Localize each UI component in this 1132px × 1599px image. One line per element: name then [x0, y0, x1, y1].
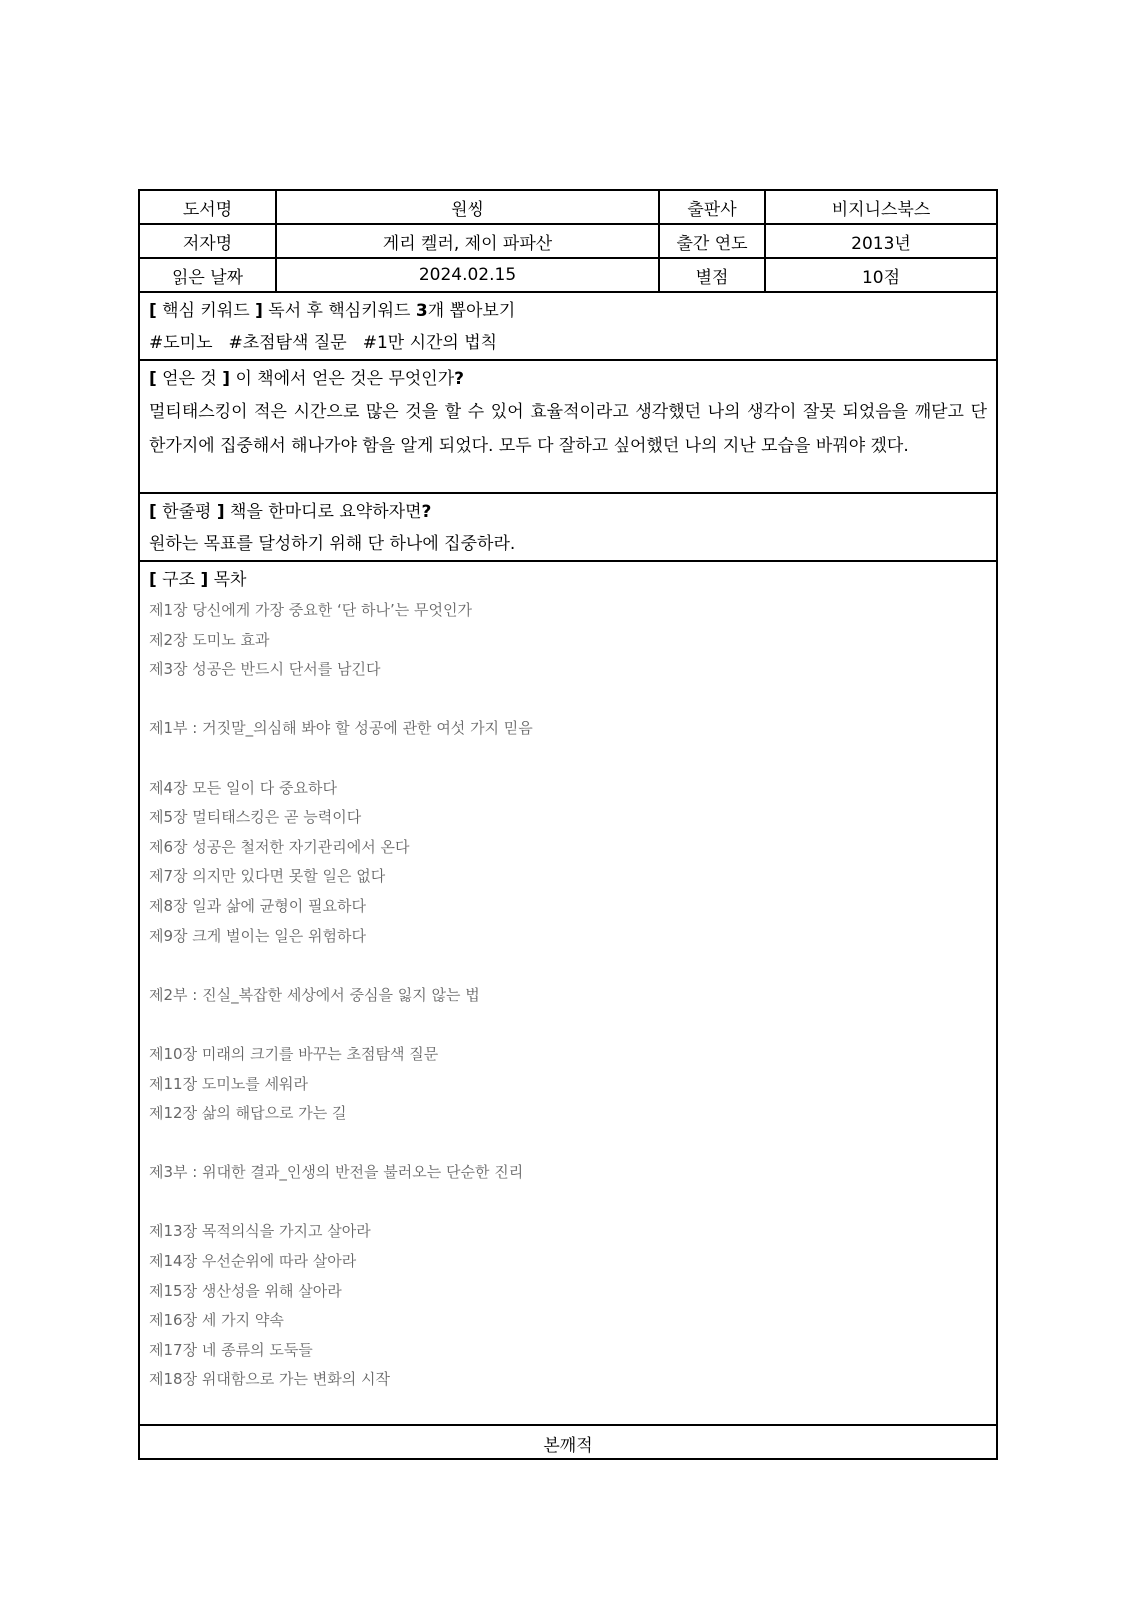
- toc-item: 제2부 : 진실_복잡한 세상에서 중심을 잃지 않는 법: [149, 985, 480, 1004]
- toc-item: 제1장 당신에게 가장 중요한 ‘단 하나’는 무엇인가: [149, 601, 472, 619]
- keywords-bracket-close: ]: [255, 301, 263, 321]
- publisher-label: 출판사: [660, 191, 766, 223]
- year-label: 출간 연도: [660, 225, 766, 257]
- toc-item: 제5장 멀티태스킹은 곧 능력이다: [149, 808, 362, 827]
- keyword-tag: #초점탐색 질문: [228, 333, 347, 353]
- toc-item: 제18장 위대함으로 가는 변화의 시작: [149, 1370, 391, 1389]
- toc-item: 제9장 크게 벌이는 일은 위험하다: [149, 926, 366, 945]
- toc-item: 제14장 우선순위에 따라 살아라: [149, 1252, 357, 1271]
- toc-item: 제7장 의지만 있다면 못할 일은 없다: [149, 867, 386, 886]
- gained-qmark: ?: [454, 369, 465, 389]
- review-text: 원하는 목표를 달성하기 위해 단 하나에 집중하라.: [149, 534, 516, 554]
- structure-prompt: 목차: [208, 570, 247, 590]
- toc-spacer: [149, 685, 987, 715]
- review-bracket-open: [: [149, 502, 157, 522]
- gained-bracket-open: [: [149, 369, 157, 389]
- toc-spacer: [149, 951, 987, 981]
- toc-item: 제12장 삶의 해답으로 가는 길: [149, 1104, 347, 1123]
- book-report-form: [138, 189, 998, 1460]
- structure-section: [140, 562, 996, 1426]
- info-row-author: [140, 225, 996, 259]
- toc-item: 제11장 도미노를 세워라: [149, 1074, 309, 1093]
- rating-label: 별점: [660, 259, 766, 291]
- read-date-value: 2024.02.15: [277, 259, 660, 291]
- footer-bon-kkae-jeok: 본깨적: [543, 1435, 593, 1456]
- toc-item: 제16장 세 가지 약속: [149, 1311, 284, 1330]
- structure-bracket-close: ]: [200, 570, 209, 590]
- toc-item: 제13장 목적의식을 가지고 살아라: [149, 1222, 371, 1241]
- structure-heading: [149, 564, 987, 596]
- review-heading-label: 한줄평: [156, 502, 217, 522]
- structure-heading-label: 구조: [156, 570, 201, 590]
- keywords-tags: [149, 327, 987, 359]
- toc-item: 제6장 성공은 철저한 자기관리에서 온다: [149, 837, 410, 856]
- toc-item: 제17장 네 종류의 도둑들: [149, 1340, 313, 1359]
- rating-value: 10점: [861, 267, 901, 288]
- review-qmark: ?: [421, 502, 432, 522]
- gained-section: [140, 361, 996, 494]
- toc-spacer: [149, 1010, 987, 1040]
- info-row-title: [140, 191, 996, 225]
- toc-spacer: [149, 1188, 987, 1218]
- toc-list: [149, 596, 987, 1395]
- toc-spacer: [149, 1129, 987, 1159]
- review-prompt: 책을 한마디로 요약하자면: [224, 502, 422, 522]
- structure-bracket-open: [: [149, 570, 157, 590]
- toc-item: 제15장 생산성을 위해 살아라: [149, 1281, 342, 1300]
- toc-item: 제8장 일과 삶에 균형이 필요하다: [149, 896, 366, 915]
- toc-spacer: [149, 744, 987, 774]
- info-row-date: [140, 259, 996, 293]
- toc-item: 제3부 : 위대한 결과_인생의 반전을 불러오는 단순한 진리: [149, 1163, 524, 1182]
- read-date-label: 읽은 날짜: [140, 259, 277, 291]
- title-label: 도서명: [140, 191, 277, 223]
- author-label: 저자명: [140, 225, 277, 257]
- review-heading: [149, 496, 987, 528]
- keywords-heading: [149, 295, 987, 327]
- gained-prompt: 이 책에서 얻은 것은 무엇인가: [230, 369, 455, 389]
- gained-heading-label: 얻은 것: [156, 369, 223, 389]
- toc-item: 제4장 모든 일이 다 중요하다: [149, 778, 338, 797]
- gained-bracket-close: ]: [222, 369, 231, 389]
- keywords-heading-label: 핵심 키워드: [156, 301, 256, 321]
- toc-item: 제3장 성공은 반드시 단서를 남긴다: [149, 660, 381, 679]
- toc-item: 제10장 미래의 크기를 바꾸는 초점탐색 질문: [149, 1044, 439, 1063]
- gained-text: 멀티태스킹이 적은 시간으로 많은 것을 할 수 있어 효율적이라고 생각했던 나의 생각이 잘못 되었음을 깨닫고 단 한가지에 집중해서 해나가야 함을 알게 되었다. 모두 다 잘하고 싶어했던 나의 지난 모습을 바꿔야 겠다.: [149, 402, 987, 456]
- toc-item: 제1부 : 거짓말_의심해 봐야 할 성공에 관한 여섯 가지 믿음: [149, 719, 533, 738]
- keywords-bracket-open: [: [149, 301, 157, 321]
- keyword-tag: #도미노: [149, 333, 213, 353]
- keywords-prompt-num: 3: [415, 301, 428, 321]
- gained-heading: [149, 363, 987, 395]
- year-value: 2013년: [851, 233, 911, 254]
- toc-item: 제2장 도미노 효과: [149, 630, 270, 649]
- publisher-value: 비지니스북스: [831, 199, 931, 220]
- review-section: [140, 494, 996, 562]
- keywords-prompt-pre: 독서 후 핵심키워드: [262, 301, 416, 321]
- review-bracket-close: ]: [216, 502, 225, 522]
- author-value: 게리 켈러, 제이 파파산: [277, 225, 660, 257]
- keywords-prompt-post: 개 뽑아보기: [427, 301, 516, 321]
- keyword-tag: #1만 시간의 법칙: [362, 333, 498, 353]
- title-value: 원씽: [277, 191, 660, 223]
- keywords-section: [140, 293, 996, 361]
